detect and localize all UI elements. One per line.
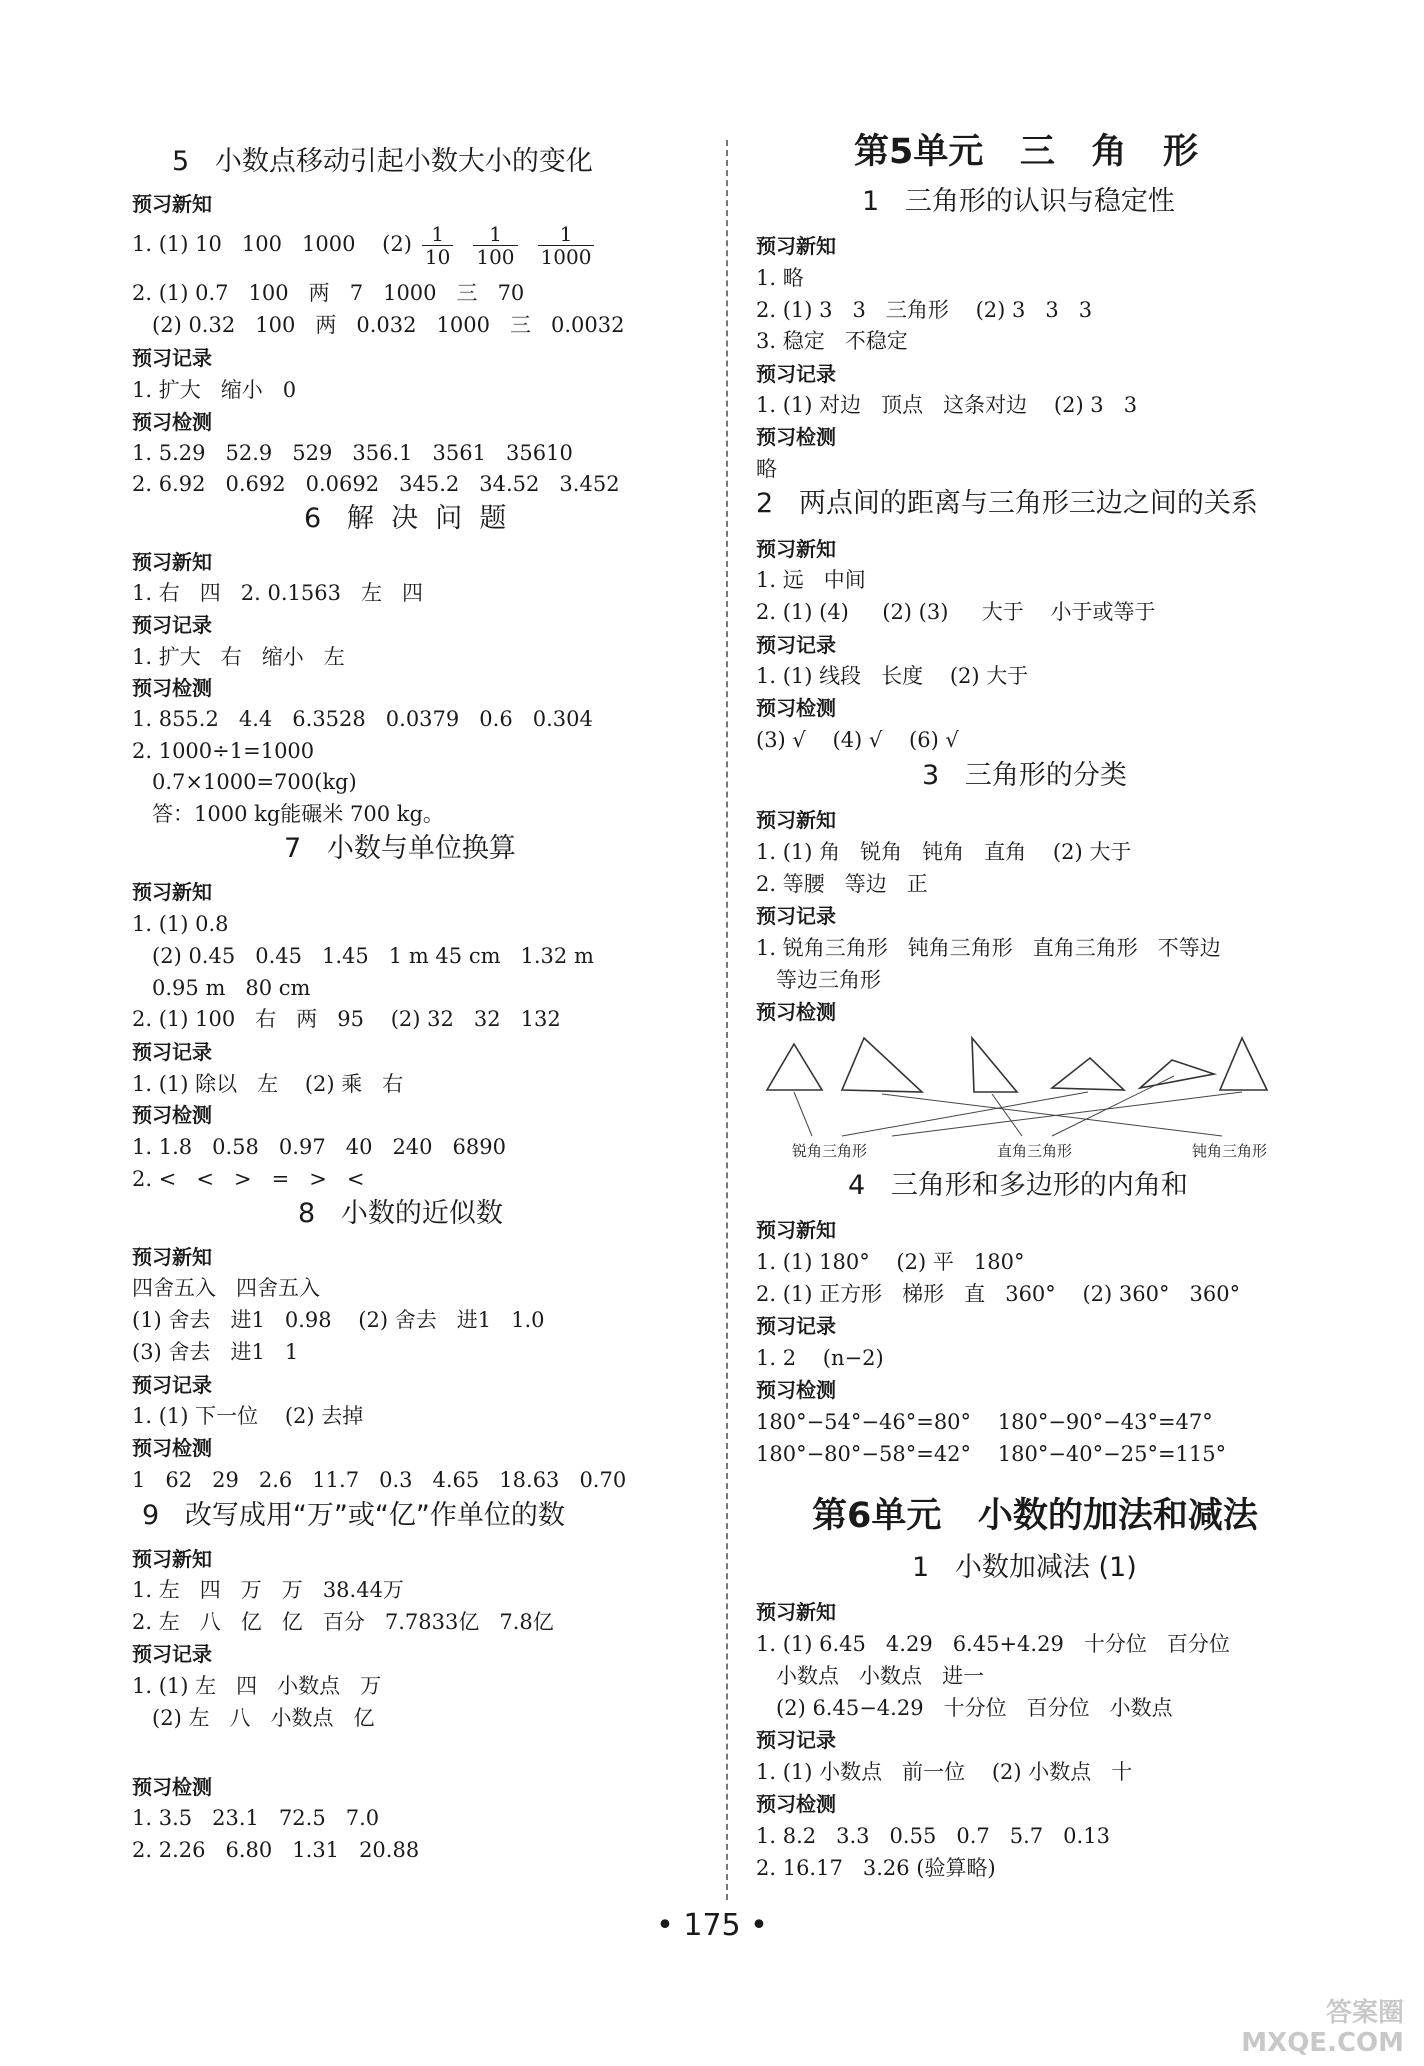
text-line	[132, 737, 314, 765]
text-line-text: 1. 5.29 52.9 529 356.1 3561 35610	[132, 441, 573, 465]
text-line-text: 2. (1) 0.7 100 两 7 1000 三 70	[132, 281, 525, 305]
lesson-heading-text: 8 小数的近似数	[298, 1198, 503, 1229]
text-line-text: 1. (1) 线段 长度 (2) 大于	[756, 664, 1029, 688]
text-line-text: 1. (1) 除以 左 (2) 乘 右	[132, 1072, 404, 1096]
matching-line	[892, 1092, 1242, 1136]
text-line-text: 1. 8.2 3.3 0.55 0.7 5.7 0.13	[756, 1824, 1110, 1848]
text-line-text: (2) 左 八 小数点 亿	[132, 1706, 375, 1730]
text-line	[132, 279, 524, 307]
text-line-text: 2. (1) 100 右 两 95 (2) 32 32 132	[132, 1007, 561, 1031]
section-label-text: 预习检测	[756, 1792, 836, 1816]
section-label	[756, 631, 836, 659]
text-line	[132, 1338, 298, 1366]
section-label	[756, 806, 836, 834]
text-line-text: 1. (1) 下一位 (2) 去掉	[132, 1404, 364, 1428]
text-line	[132, 1836, 419, 1864]
text-line	[132, 1804, 379, 1832]
text-line-text: 2. 左 八 亿 亿 百分 7.7833亿 7.8亿	[132, 1610, 554, 1634]
text-line-text: 1. 扩大 右 缩小 左	[132, 645, 345, 669]
text-line-text: 2. < < > = > <	[132, 1167, 365, 1191]
section-label-text: 预习记录	[756, 904, 836, 928]
text-line	[132, 311, 625, 339]
triangle-matching-figure	[752, 1028, 1332, 1168]
section-label	[132, 611, 212, 639]
triangle-shape	[1140, 1060, 1214, 1088]
unit-title	[854, 132, 1199, 172]
watermark-bottom: MXQE.COM	[1241, 2028, 1404, 2058]
lesson-heading-text: 6 解 决 问 题	[304, 503, 507, 534]
text-line	[132, 1070, 403, 1098]
section-label	[756, 232, 836, 260]
text-line	[756, 1630, 1230, 1658]
text-line	[132, 643, 345, 671]
text-line-text: 2. 1000÷1=1000	[132, 739, 315, 763]
text-line	[132, 470, 620, 498]
text-line-text: 小数点 小数点 进一	[756, 1664, 985, 1688]
text-line	[132, 1402, 363, 1430]
section-label	[756, 360, 836, 388]
text-line	[756, 662, 1028, 690]
unit-title	[812, 1496, 1258, 1536]
text-line	[756, 1822, 1110, 1850]
lesson-heading-text: 5 小数点移动引起小数大小的变化	[172, 146, 593, 177]
fraction: $\frac{1}{10}$	[422, 223, 453, 268]
text-line	[132, 1576, 404, 1604]
section-label	[756, 902, 836, 930]
text-line	[756, 1344, 884, 1372]
text-line-text: 2. (1) (4) (2) (3) 大于 小于或等于	[756, 600, 1156, 624]
section-label-text: 预习新知	[756, 1600, 836, 1624]
text-line-text: 2. (1) 正方形 梯形 直 360° (2) 360° 360°	[756, 1282, 1241, 1306]
triangle-shape	[842, 1038, 922, 1092]
section-label-text: 预习记录	[756, 362, 836, 386]
text-line-text: 2. 等腰 等边 正	[756, 872, 928, 896]
text-line	[756, 1854, 996, 1882]
text-line	[756, 934, 1221, 962]
text-line-text: 2. 6.92 0.692 0.0692 345.2 34.52 3.452	[132, 472, 620, 496]
text-line-text: 1. (1) 6.45 4.29 6.45+4.29 十分位 百分位	[756, 1632, 1230, 1656]
text-line-text: 1. (1) 角 锐角 钝角 直角 (2) 大于	[756, 840, 1132, 864]
matching-line	[882, 1094, 1222, 1136]
text-line-text: 1. (1) 10 100 1000 (2)	[132, 232, 412, 256]
text-line	[132, 1608, 554, 1636]
section-label-text: 预习检测	[132, 1775, 212, 1799]
text-line-text: 1. 右 四 2. 0.1563 左 四	[132, 581, 424, 605]
section-label-text: 预习新知	[132, 1245, 212, 1269]
section-label	[756, 1376, 836, 1404]
text-line	[756, 1662, 984, 1690]
section-label-text: 预习检测	[132, 410, 212, 434]
triangle-shape	[1220, 1038, 1267, 1090]
text-line	[132, 1466, 626, 1494]
text-line	[756, 838, 1131, 866]
section-label	[756, 998, 836, 1026]
text-line-text: (2) 0.32 100 两 0.032 1000 三 0.0032	[132, 313, 625, 337]
triangle-shape	[767, 1044, 822, 1090]
text-line-text: (3) √ (4) √ (6) √	[756, 728, 959, 752]
triangle-label: 直角三角形	[997, 1142, 1073, 1160]
text-line	[132, 439, 573, 467]
lesson-heading	[848, 1172, 1188, 1200]
text-line	[132, 768, 357, 796]
section-label-text: 预习新知	[132, 192, 212, 216]
section-label-text: 预习新知	[756, 537, 836, 561]
section-label	[132, 408, 212, 436]
text-line-text: 1. 略	[756, 266, 804, 290]
text-line-text: (2) 0.45 0.45 1.45 1 m 45 cm 1.32 m	[132, 944, 594, 968]
section-label	[756, 535, 836, 563]
matching-line	[1052, 1076, 1174, 1136]
text-line-text: 1. 2 (n−2)	[756, 1346, 884, 1370]
watermark-logo	[1241, 1998, 1404, 2058]
lesson-heading-text: 2 两点间的距离与三角形三边之间的关系	[756, 488, 1258, 519]
lesson-heading	[912, 1554, 1137, 1582]
text-line-text: 2. 16.17 3.26 (验算略)	[756, 1856, 996, 1880]
text-line	[132, 216, 604, 272]
section-label-text: 预习检测	[756, 1000, 836, 1024]
text-line-text: 1. 左 四 万 万 38.44万	[132, 1578, 404, 1602]
section-label-text: 预习检测	[132, 1436, 212, 1460]
text-line-text: 四舍五入 四舍五入	[132, 1276, 321, 1300]
section-label-text: 预习记录	[756, 1314, 836, 1338]
section-label-text: 预习新知	[756, 808, 836, 832]
section-label	[132, 1434, 212, 1462]
section-label	[132, 674, 212, 702]
text-line-text: (2) 6.45−4.29 十分位 百分位 小数点	[756, 1696, 1173, 1720]
section-label-text: 预习新知	[756, 234, 836, 258]
text-line	[756, 1408, 1213, 1436]
text-line-text: 1. (1) 对边 顶点 这条对边 (2) 3 3	[756, 393, 1138, 417]
text-line-text: 2. 2.26 6.80 1.31 20.88	[132, 1838, 420, 1862]
text-line	[756, 327, 908, 355]
text-line	[132, 1133, 506, 1161]
section-label	[132, 1101, 212, 1129]
section-label-text: 预习记录	[132, 1373, 212, 1397]
text-line-text: 1. (1) 0.8	[132, 912, 229, 936]
text-line-text: 1. 1.8 0.58 0.97 40 240 6890	[132, 1135, 507, 1159]
text-line	[132, 910, 229, 938]
unit-title-text: 第6单元 小数的加法和减法	[812, 1496, 1258, 1536]
text-line	[132, 376, 296, 404]
section-label-text: 预习新知	[132, 1547, 212, 1571]
lesson-heading	[756, 490, 1258, 518]
text-line-text: 略	[756, 457, 777, 481]
section-label	[756, 694, 836, 722]
text-line-text: (3) 舍去 进1 1	[132, 1340, 299, 1364]
triangle-shape	[972, 1038, 1017, 1092]
column-divider	[726, 140, 728, 1900]
lesson-heading-text: 1 小数加减法 (1)	[912, 1552, 1137, 1583]
section-label-text: 预习检测	[132, 1103, 212, 1127]
section-label	[132, 548, 212, 576]
text-line-text: 1 62 29 2.6 11.7 0.3 4.65 18.63 0.70	[132, 1468, 627, 1492]
text-line-text: 180°−80°−58°=42° 180°−40°−25°=115°	[756, 1442, 1227, 1466]
section-label	[132, 1545, 212, 1573]
text-line-text: 1. (1) 左 四 小数点 万	[132, 1674, 382, 1698]
lesson-heading	[298, 1200, 503, 1228]
section-label	[132, 1038, 212, 1066]
text-line	[132, 974, 310, 1002]
section-label-text: 预习记录	[132, 346, 212, 370]
page-number: • 175 •	[656, 1908, 768, 1943]
text-line	[756, 1758, 1132, 1786]
text-line	[756, 391, 1137, 419]
text-line	[132, 1274, 320, 1302]
fraction: $\frac{1}{100}$	[473, 223, 517, 268]
watermark-top: 答案圈	[1325, 1998, 1404, 2028]
text-line	[756, 1440, 1226, 1468]
text-line	[132, 800, 444, 828]
section-label	[132, 1640, 212, 1668]
lesson-heading-text: 3 三角形的分类	[922, 760, 1127, 791]
text-line-text: 180°−54°−46°=80° 180°−90°−43°=47°	[756, 1410, 1213, 1434]
text-line	[756, 566, 866, 594]
lesson-heading-text: 7 小数与单位换算	[284, 833, 516, 864]
text-line	[132, 1704, 375, 1732]
text-line	[756, 296, 1092, 324]
section-label	[756, 1790, 836, 1818]
unit-title-text: 第5单元 三 角 形	[854, 132, 1199, 172]
text-line-text: 1. (1) 180° (2) 平 180°	[756, 1250, 1025, 1274]
section-label-text: 预习新知	[756, 1218, 836, 1242]
text-line	[132, 1165, 364, 1193]
section-label	[756, 1598, 836, 1626]
text-line-text: 1. 3.5 23.1 72.5 7.0	[132, 1806, 380, 1830]
lesson-heading-text: 1 三角形的认识与稳定性	[862, 186, 1175, 217]
section-label	[132, 190, 212, 218]
matching-line	[992, 1094, 1022, 1136]
text-line	[132, 1306, 545, 1334]
lesson-heading	[284, 835, 516, 863]
section-label-text: 预习记录	[132, 1642, 212, 1666]
text-line	[756, 1694, 1173, 1722]
text-line	[132, 705, 593, 733]
text-line-text: 1. 锐角三角形 钝角三角形 直角三角形 不等边	[756, 936, 1221, 960]
text-line-text: 1. 855.2 4.4 6.3528 0.0379 0.6 0.304	[132, 707, 593, 731]
text-line	[756, 870, 928, 898]
section-label	[756, 1312, 836, 1340]
section-label-text: 预习检测	[756, 696, 836, 720]
text-line	[132, 579, 423, 607]
text-line-text: 2. (1) 3 3 三角形 (2) 3 3 3	[756, 298, 1093, 322]
text-line-text: 3. 稳定 不稳定	[756, 329, 908, 353]
text-line-text: (1) 舍去 进1 0.98 (2) 舍去 进1 1.0	[132, 1308, 545, 1332]
text-line	[132, 1005, 561, 1033]
section-label-text: 预习记录	[756, 633, 836, 657]
text-line	[756, 966, 881, 994]
matching-line	[842, 1092, 1088, 1136]
fraction: $\frac{1}{1000}$	[538, 223, 595, 268]
text-line	[132, 942, 594, 970]
text-line-text: 等边三角形	[756, 968, 882, 992]
text-line	[756, 598, 1156, 626]
lesson-heading	[922, 762, 1127, 790]
section-label-text: 预习记录	[756, 1728, 836, 1752]
section-label	[132, 1371, 212, 1399]
section-label-text: 预习新知	[132, 880, 212, 904]
text-line-text: 1. 扩大 缩小 0	[132, 378, 297, 402]
text-line	[756, 455, 777, 483]
text-line	[756, 264, 804, 292]
text-line	[756, 726, 959, 754]
section-label	[756, 1216, 836, 1244]
section-label-text: 预习记录	[132, 1040, 212, 1064]
lesson-heading-text: 9 改写成用“万”或“亿”作单位的数	[142, 1500, 565, 1531]
section-label	[132, 878, 212, 906]
text-line-text: 0.95 m 80 cm	[132, 976, 311, 1000]
triangle-label: 钝角三角形	[1192, 1142, 1268, 1160]
section-label-text: 预习记录	[132, 613, 212, 637]
section-label	[756, 1726, 836, 1754]
matching-line	[794, 1092, 812, 1136]
text-line-text: 1. (1) 小数点 前一位 (2) 小数点 十	[756, 1760, 1133, 1784]
lesson-heading	[142, 1502, 565, 1530]
lesson-heading	[862, 188, 1175, 216]
triangle-label: 锐角三角形	[792, 1142, 868, 1160]
lesson-heading-text: 4 三角形和多边形的内角和	[848, 1170, 1188, 1201]
text-line-text: 0.7×1000=700(kg)	[132, 770, 357, 794]
section-label	[756, 423, 836, 451]
section-label-text: 预习检测	[756, 425, 836, 449]
section-label	[132, 344, 212, 372]
text-line-text: 答：1000 kg能碾米 700 kg。	[132, 802, 444, 826]
lesson-heading	[172, 148, 593, 176]
text-line	[756, 1280, 1240, 1308]
text-line	[756, 1248, 1024, 1276]
text-line	[132, 1672, 381, 1700]
section-label-text: 预习新知	[132, 550, 212, 574]
section-label	[132, 1773, 212, 1801]
text-line-text: 1. 远 中间	[756, 568, 866, 592]
triangle-shape	[1052, 1058, 1124, 1090]
section-label-text: 预习检测	[756, 1378, 836, 1402]
section-label	[132, 1243, 212, 1271]
lesson-heading	[304, 505, 506, 533]
section-label-text: 预习检测	[132, 676, 212, 700]
